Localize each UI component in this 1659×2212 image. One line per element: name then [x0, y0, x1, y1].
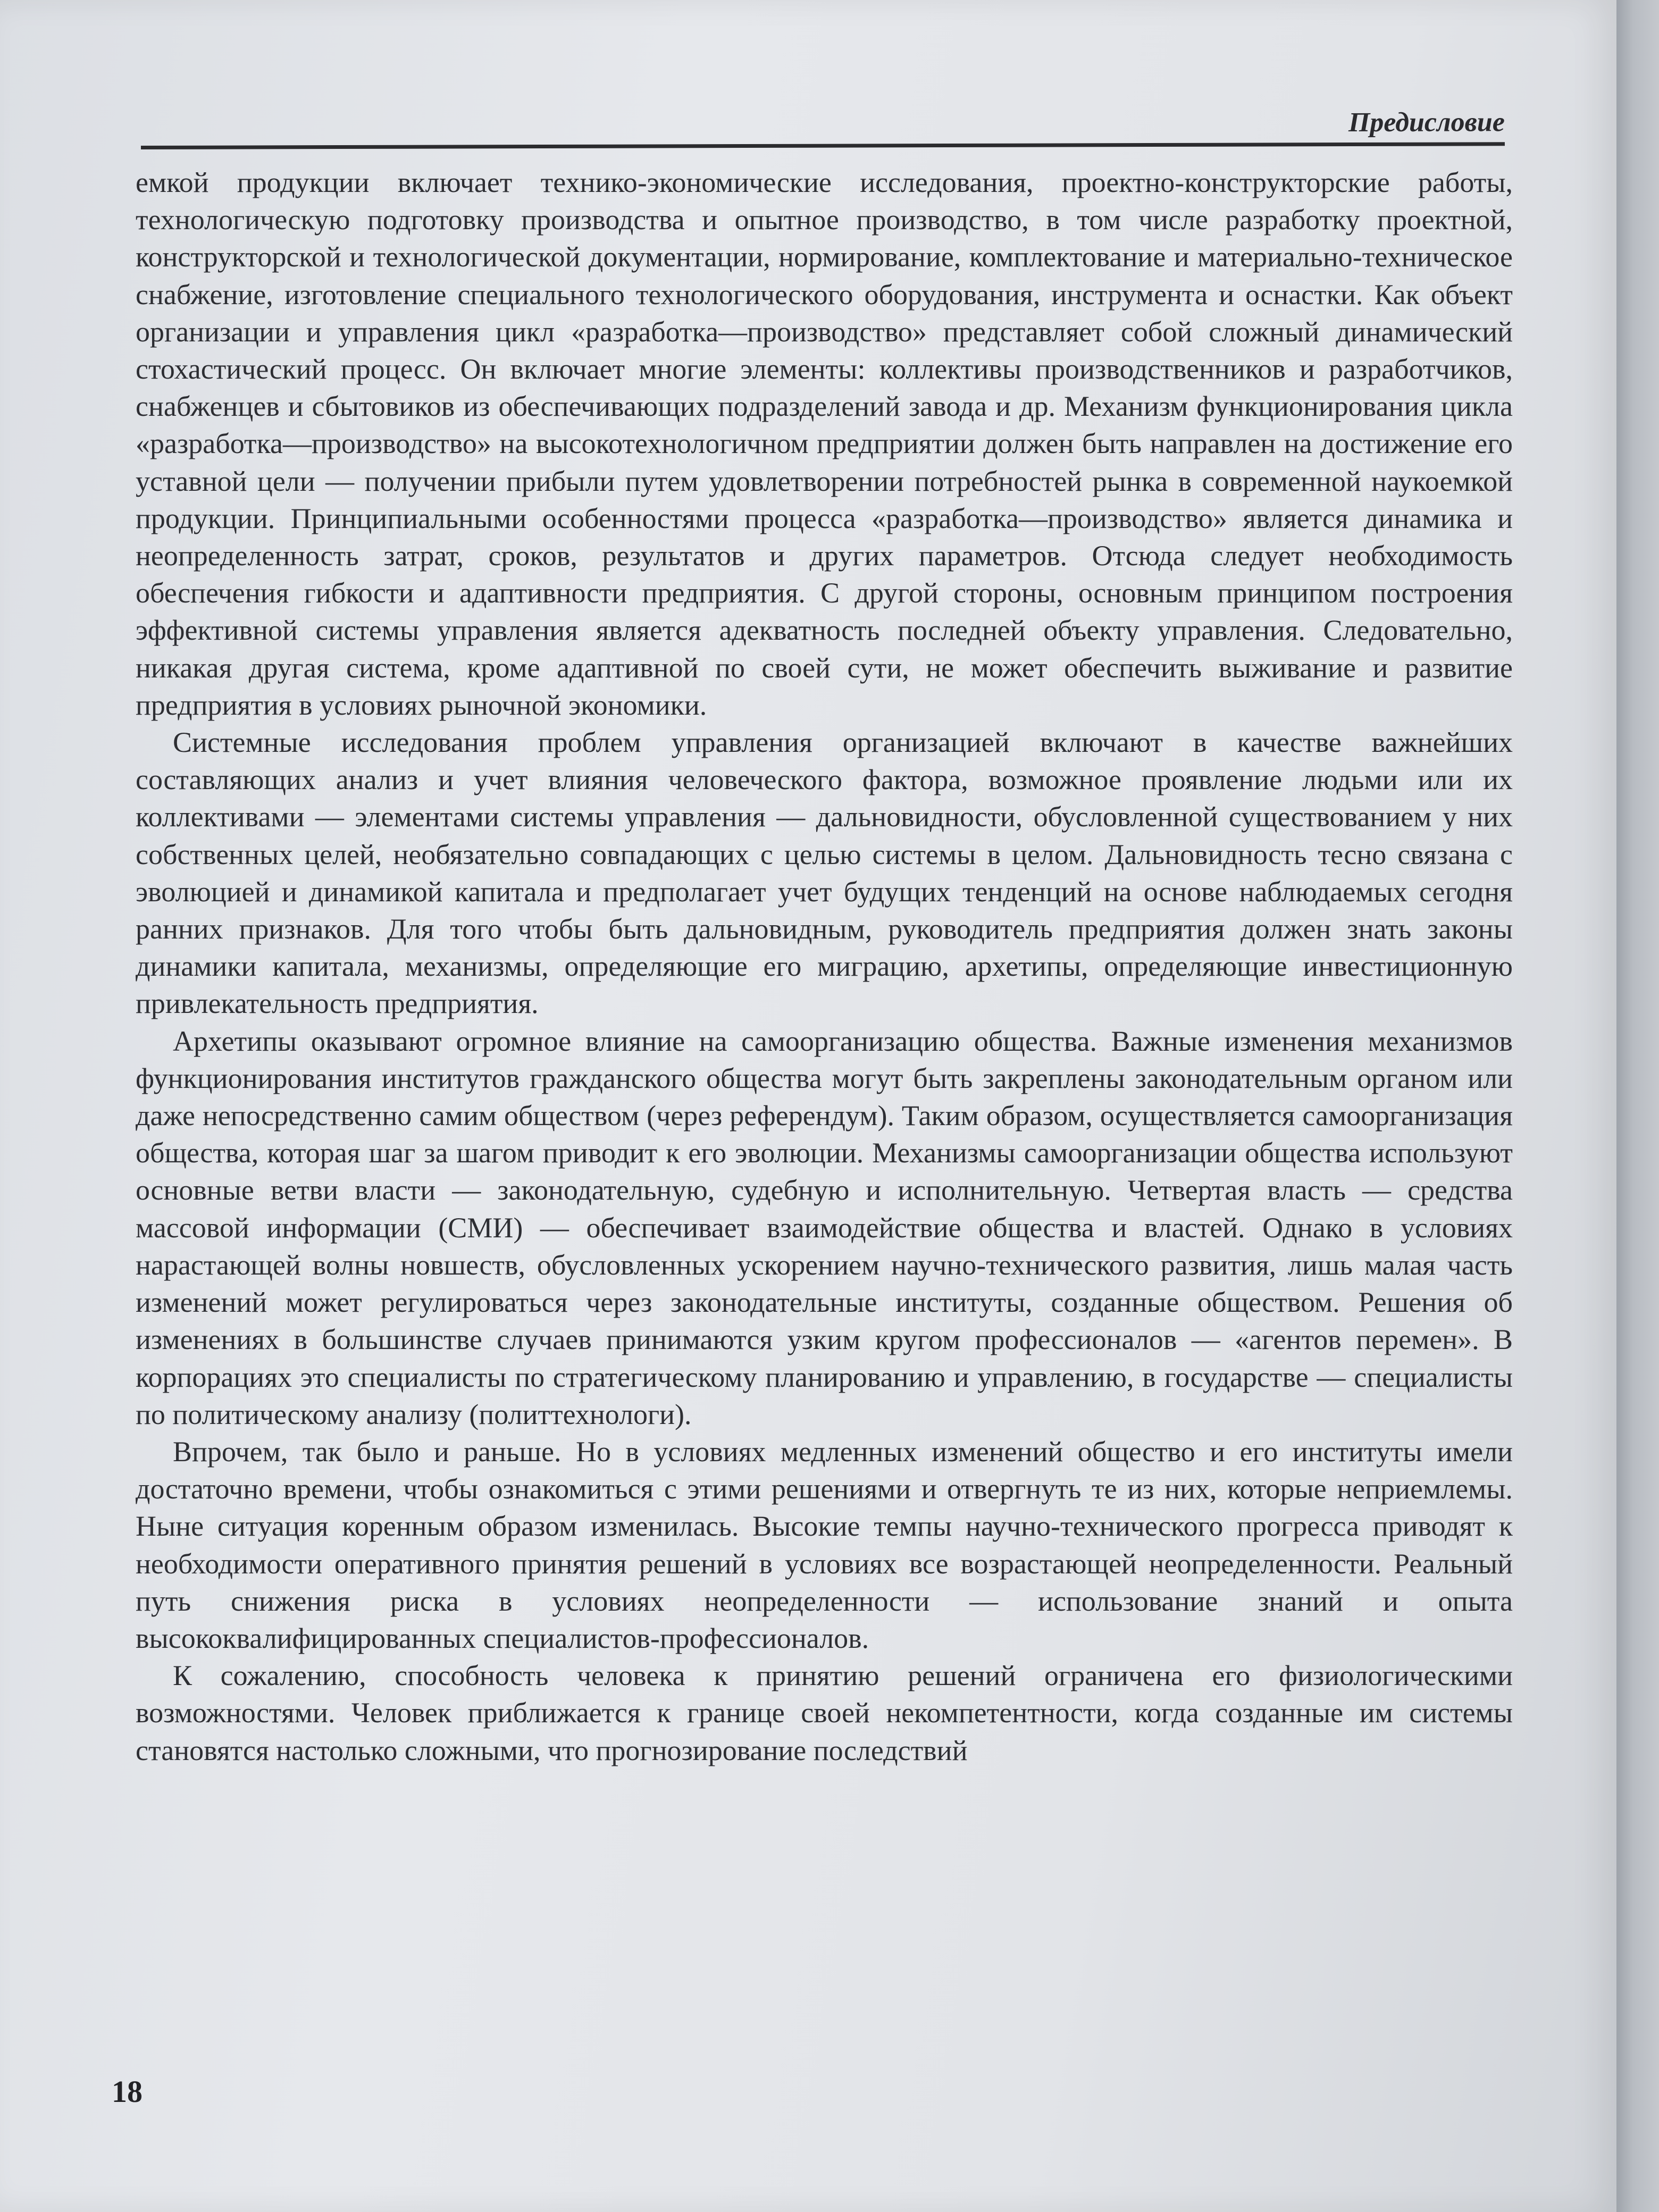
paragraph-2: Системные исследования проблем управления организацией включают в качестве важнейших составляющих анализ и учет влияния человеческого фактора, возможное проявление людьми или их коллективами — элементами системы управления — дальновидности, обусловленной существованием у них собственных целей, необязательно совпадающих с целью системы в целом. Дальновидность тесно связана с эволюцией и динамикой капитала и предполагает учет будущих тенденций на основе наблюдаемых сегодня ранних признаков. Для того чтобы быть дальновидным, руководитель предприятия должен знать законы динамики капитала, механизмы, определяющие его миграцию, архетипы, определяющие инвестиционную привлекательность предприятия.	[136, 726, 1513, 1020]
page-number: 18	[112, 2074, 143, 2109]
paragraph-3: Архетипы оказывают огромное влияние на самоорганизацию общества. Важные изменения механизмов функционирования институтов гражданского общества могут быть закреплены законодательным органом или даже непосредственно самим обществом (через референдум). Таким образом, осуществляется самоорганизация общества, которая шаг за шагом приводит к его эволюции. Механизмы самоорганизации общества используют основные ветви власти — законодательную, судебную и исполнительную. Четвертая власть — средства массовой информации (СМИ) — обеспечивает взаимодействие общества и властей. Однако в условиях нарастающей волны новшеств, обусловленных ускорением научно-технического развития, лишь малая часть изменений может регулироваться через законодательные институты, созданные обществом. Решения об изменениях в большинстве случаев принимаются узким кругом профессионалов — «агентов перемен». В корпорациях это специалисты по стратегическому планированию и управлению, в государстве — специалисты по политическому анализу (политтехнологи).	[136, 1025, 1513, 1430]
text-body	[136, 164, 1513, 1769]
paragraph-1: емкой продукции включает технико-экономические исследования, проектно-конструкторские работы, технологическую подготовку производства и опытное производство, в том числе разработку проектной, конструкторской и технологической документации, нормирование, комплектование и материально-техническое снабжение, изготовление специального технологического оборудования, инструмента и оснастки. Как объект организации и управления цикл «разработка—производство» представляет собой сложный динамический стохастический процесс. Он включает многие элементы: коллективы производственников и разработчиков, снабженцев и сбытовиков из обеспечивающих подразделений завода и др. Механизм функционирования цикла «разработка—производство» на высокотехнологичном предприятии должен быть направлен на достижение его уставной цели — получении прибыли путем удовлетворении потребностей рынка в современной наукоемкой продукции. Принципиальными особенностями процесса «разработка—производство» является динамика и неопределенность затрат, сроков, результатов и других параметров. Отсюда следует необходимость обеспечения гибкости и адаптивности предприятия. С другой стороны, основным принципом построения эффективной системы управления является адекватность последней объекту управления. Следовательно, никакая другая система, кроме адаптивной по своей сути, не может обеспечить выживание и развитие предприятия в условиях рыночной экономики.	[136, 166, 1513, 721]
paragraph-5: К сожалению, способность человека к принятию решений ограничена его физиологическими возможностями. Человек приближается к границе своей некомпетентности, когда созданные им системы становятся настолько сложными, что прогнозирование последствий	[136, 1660, 1513, 1766]
running-head	[141, 103, 1505, 149]
running-head-title: Предисловие	[1348, 107, 1505, 138]
page-edge	[1616, 0, 1659, 2212]
paragraph-4: Впрочем, так было и раньше. Но в условиях медленных изменений общество и его институты имели достаточно времени, чтобы ознакомиться с этими решениями и отвергнуть те из них, которые неприемлемы. Ныне ситуация коренным образом изменилась. Высокие темпы научно-технического прогресса приводят к необходимости оперативного принятия решений в условиях все возрастающей неопределенности. Реальный путь снижения риска в условиях неопределенности — использование знаний и опыта высококвалифицированных специалистов-профессионалов.	[136, 1435, 1513, 1654]
